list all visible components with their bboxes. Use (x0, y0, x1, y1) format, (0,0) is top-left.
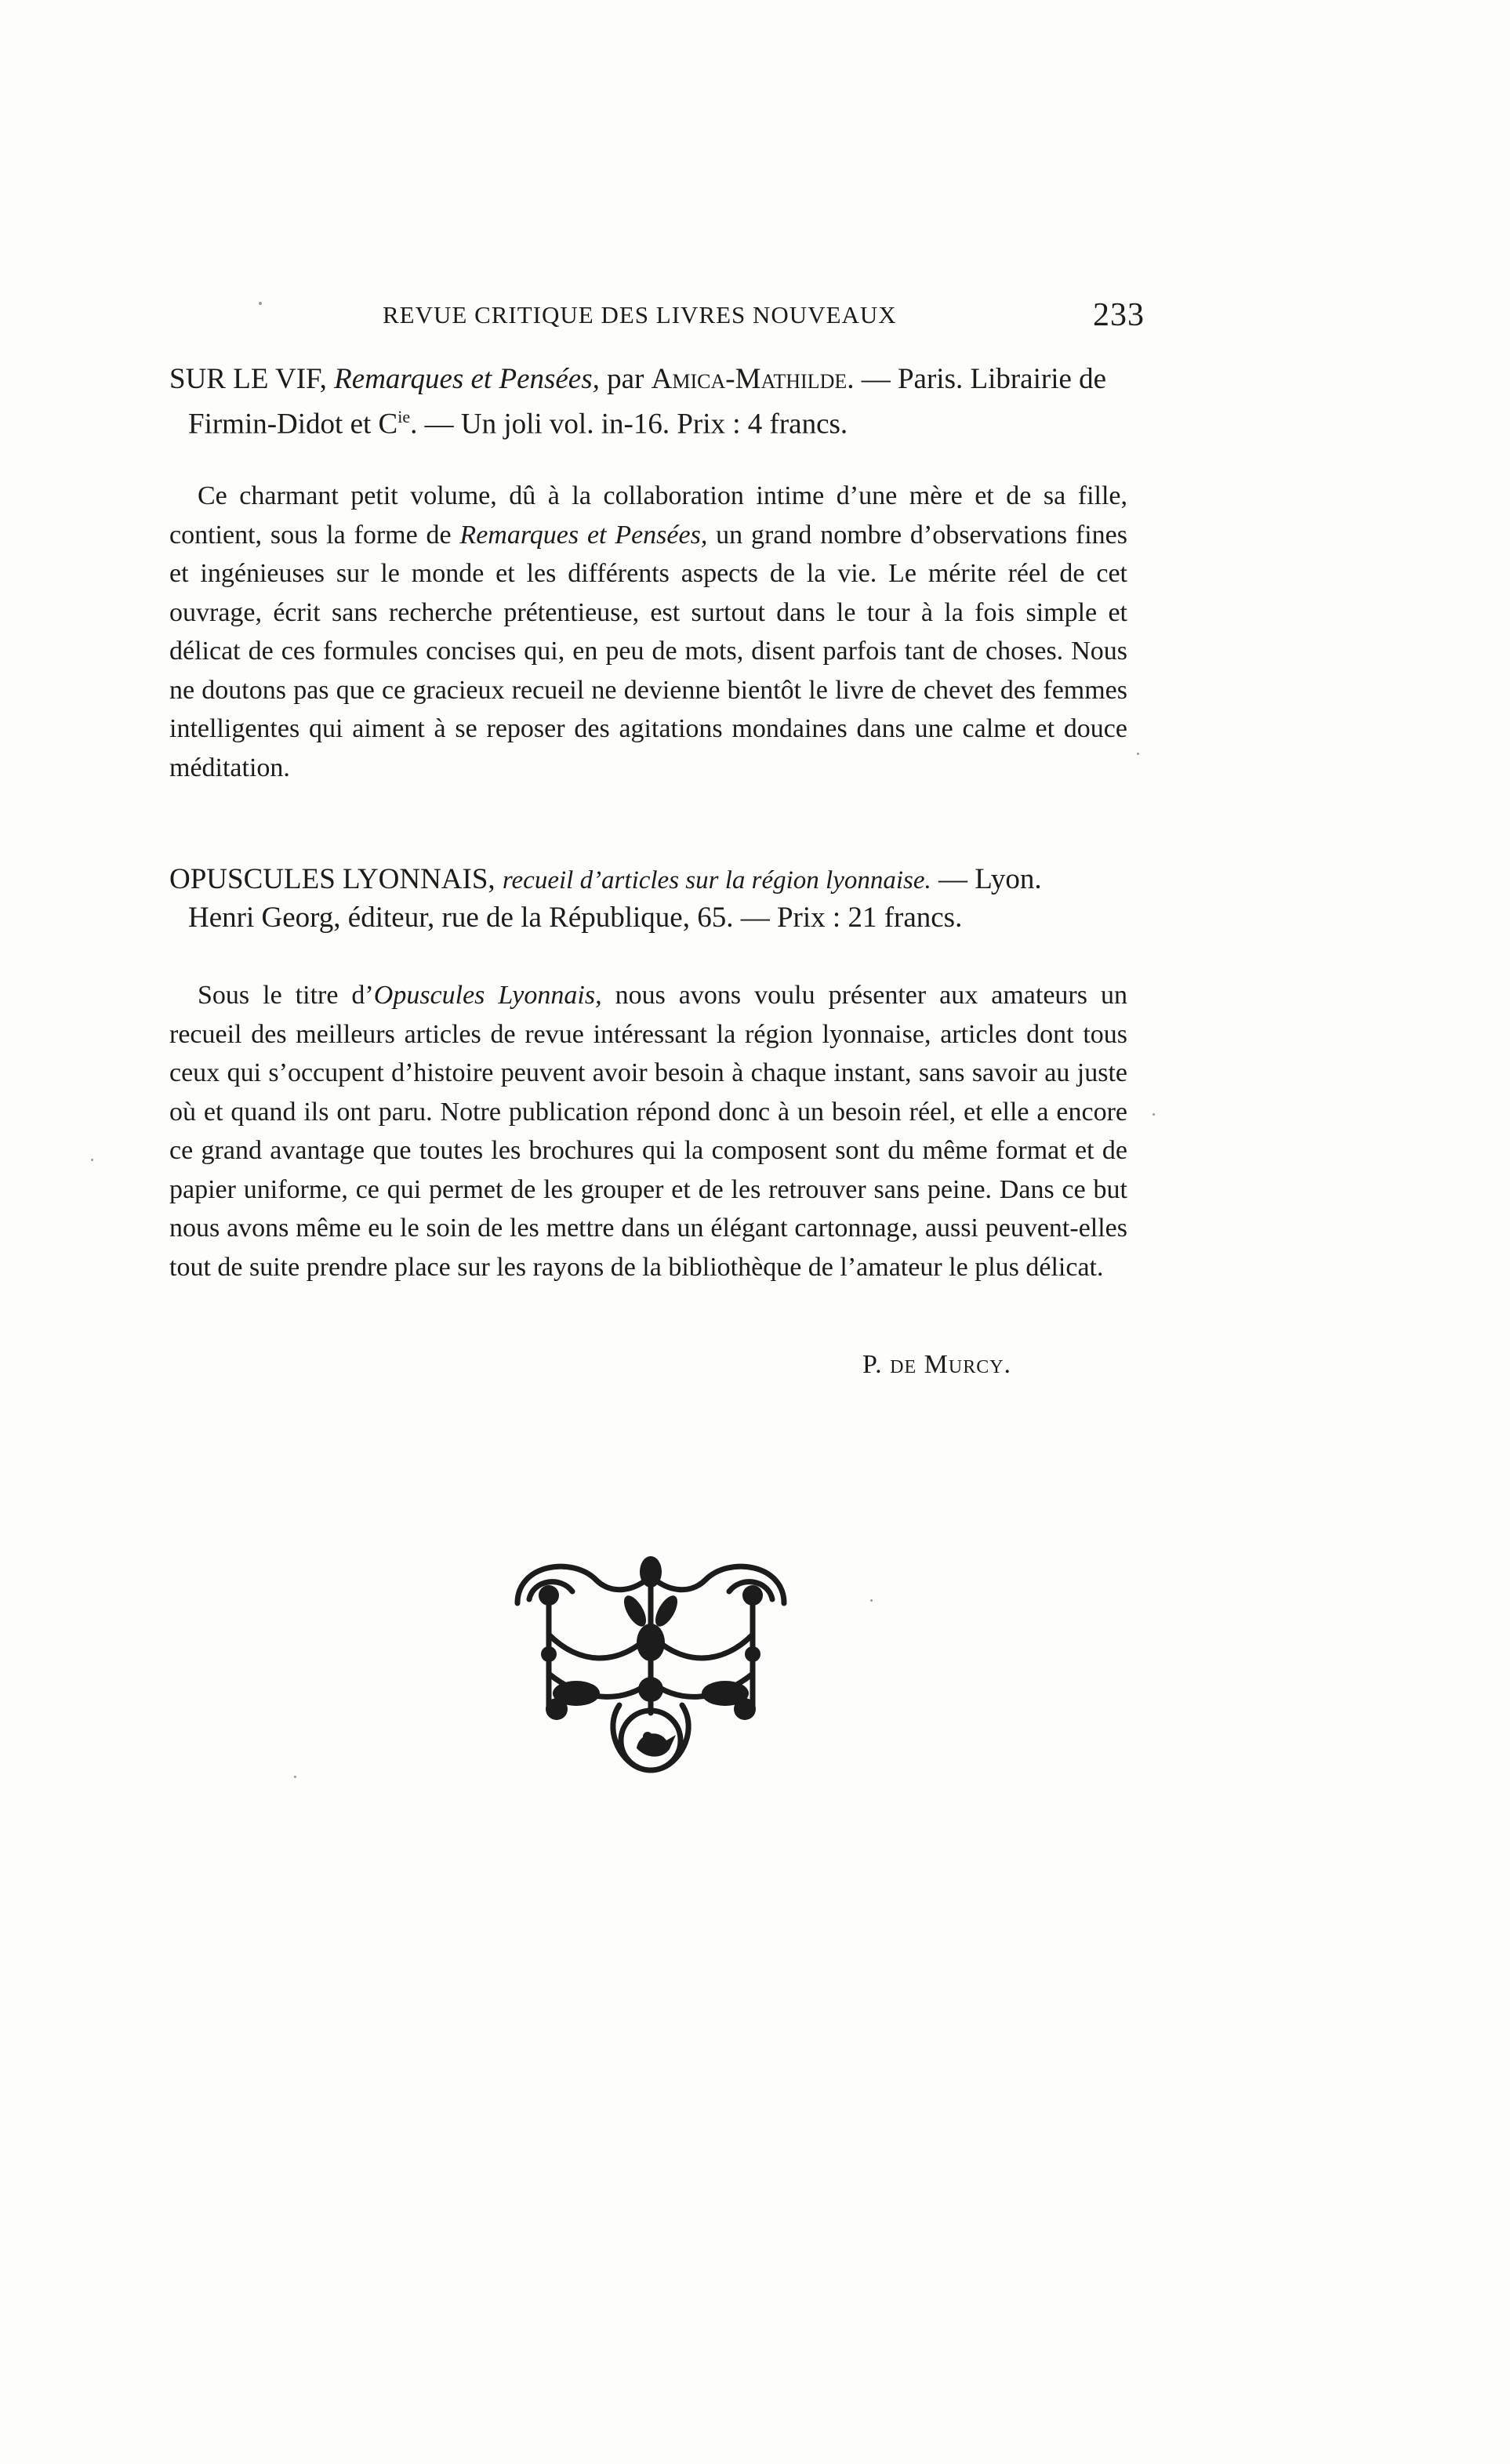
entry-1-heading-line-1 (169, 361, 1134, 398)
scan-speck (870, 1599, 873, 1602)
entry-2-text-a: Sous le titre d’ (198, 981, 374, 1010)
scan-speck (91, 1159, 93, 1161)
scan-speck (294, 1776, 296, 1778)
signature: P. de Murcy. (862, 1350, 1012, 1379)
entry-2-text-b: nous avons voulu présenter aux amateurs un recueil des meilleurs articles de revue intéressant la région lyonnaise, articles dont tous ceux qui s’occupent d’histoire peuvent avoir besoin à chaque instant, sans savoir au juste où et quand ils ont paru. Notre publication répond donc à un besoin réel, et elle a encore ce grand avantage que toutes les brochures qui la composent sont du même format et de papier uniforme, ce qui permet de les grouper et de les retrouver sans peine. Dans ce but nous avons même eu le soin de les mettre dans un élégant cartonnage, aussi peuvent-elles tout de suite prendre place sur les rayons de la bibliothèque de l’amateur le plus délicat. (169, 981, 1127, 1282)
running-head (376, 296, 1145, 336)
entry-1-text-b: un grand nombre d’observations fines et ingénieuses sur le monde et les différents aspects de la vie. Le mérite réel de cet ouvrage, écrit sans recherche prétentieuse, est surtout dans le tour à la fois simple et délicat de ces formules concises qui, en peu de mots, disent parfois tant de choses. Nous ne doutons pas que ce gracieux recueil ne devienne bientôt le livre de chevet des femmes intelligentes qui aiment à se reposer des agitations mondaines dans une calme et douce méditation. (169, 520, 1128, 782)
entry-1-details: . — Un joli vol. in-16. Prix : 4 francs. (410, 408, 848, 441)
scan-speck (1137, 753, 1139, 755)
entry-2-heading (169, 861, 1134, 937)
entry-1-title: SUR LE VIF, (169, 363, 327, 395)
entry-1-publisher-a: — Paris. Librairie de (861, 363, 1107, 395)
page-number: 233 (1093, 297, 1145, 333)
entry-1-author: Amica-Mathilde. (651, 363, 855, 395)
entry-1-publisher-b: Firmin-Didot et C (188, 408, 398, 441)
entry-2-paragraph (169, 976, 1127, 1286)
entry-1-paragraph (169, 477, 1127, 787)
entry-1-heading (169, 361, 1134, 443)
entry-2-title: OPUSCULES LYONNAIS, (169, 863, 495, 895)
entry-1-publisher-sup: ie (397, 407, 411, 426)
entry-2-details: Henri Georg, éditeur, rue de la République, 65. — Prix : 21 francs. (188, 902, 963, 934)
scan-speck (259, 302, 262, 305)
entry-1-subtitle: Remarques et Pensées, (334, 363, 600, 395)
entry-1-heading-line-2 (169, 398, 1134, 443)
running-head-title: REVUE CRITIQUE DES LIVRES NOUVEAUX (383, 301, 897, 328)
entry-2-text-italic: Opuscules Lyonnais, (373, 981, 602, 1010)
entry-1-text-a: Ce charmant petit volume, dû à la collaboration intime d’une mère et de sa fille, contient, sous la forme de (169, 481, 1127, 550)
entry-2-heading-line-1 (169, 861, 1134, 899)
scan-speck (1152, 1113, 1155, 1116)
entry-2-place: — Lyon. (938, 863, 1042, 895)
entry-1-by: par (607, 363, 644, 395)
floral-vignette-icon (502, 1548, 800, 1784)
entry-1-text-italic: Remarques et Pensées, (459, 520, 708, 550)
entry-2-subtitle: recueil d’articles sur la région lyonnaise. (502, 866, 931, 895)
